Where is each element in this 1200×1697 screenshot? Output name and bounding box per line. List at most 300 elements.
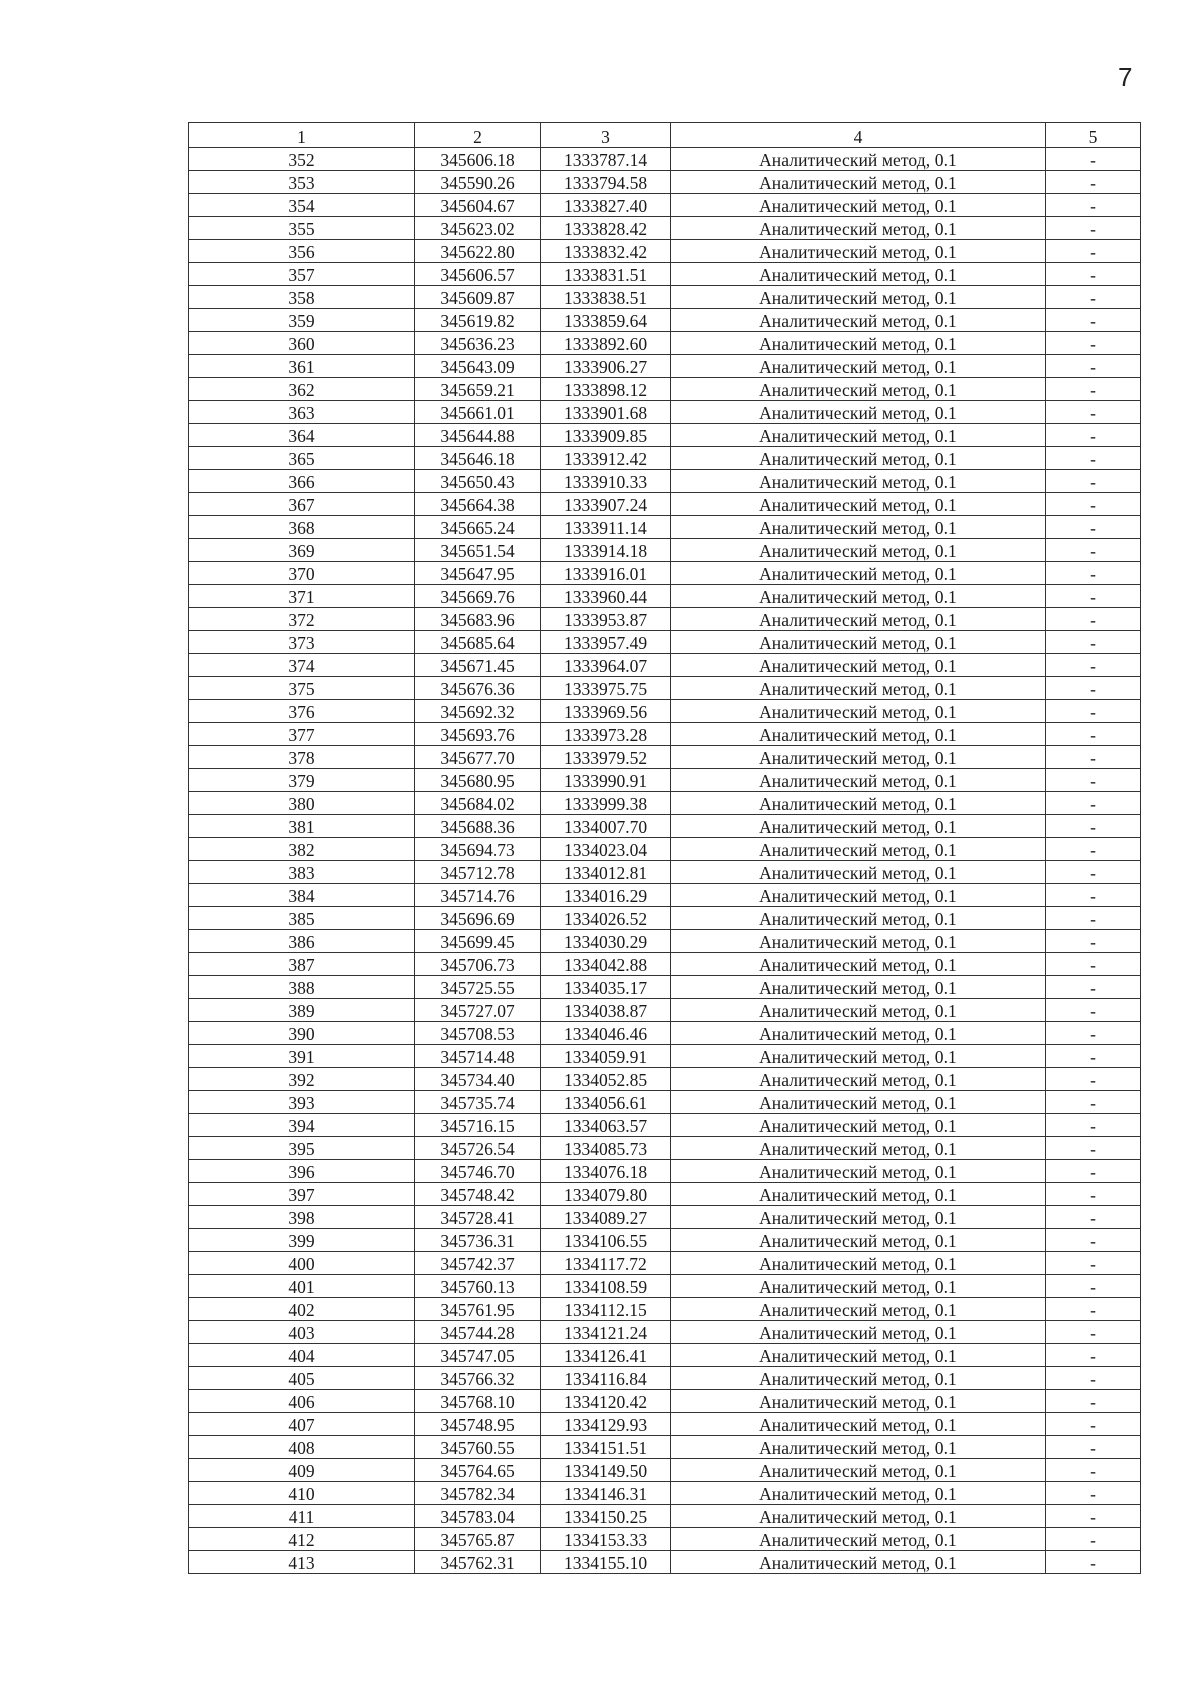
table-row	[189, 378, 1141, 401]
note-cell: -	[1046, 1137, 1141, 1160]
method-cell: Аналитический метод, 0.1	[671, 769, 1046, 792]
table-row	[189, 194, 1141, 217]
note-cell: -	[1046, 1206, 1141, 1229]
table-row	[189, 1528, 1141, 1551]
y-coordinate-cell: 1334052.85	[541, 1068, 671, 1091]
note-cell: -	[1046, 608, 1141, 631]
note-cell: -	[1046, 746, 1141, 769]
note-cell: -	[1046, 1022, 1141, 1045]
table-row	[189, 861, 1141, 884]
point-number-cell: 363	[189, 401, 415, 424]
y-coordinate-cell: 1334023.04	[541, 838, 671, 861]
point-number-cell: 374	[189, 654, 415, 677]
point-number-cell: 357	[189, 263, 415, 286]
note-cell: -	[1046, 194, 1141, 217]
point-number-cell: 392	[189, 1068, 415, 1091]
table-row	[189, 1068, 1141, 1091]
y-coordinate-cell: 1333838.51	[541, 286, 671, 309]
method-cell: Аналитический метод, 0.1	[671, 309, 1046, 332]
point-number-cell: 402	[189, 1298, 415, 1321]
table-row	[189, 286, 1141, 309]
method-cell: Аналитический метод, 0.1	[671, 240, 1046, 263]
note-cell: -	[1046, 217, 1141, 240]
page-number: 7	[1118, 62, 1133, 92]
method-cell: Аналитический метод, 0.1	[671, 723, 1046, 746]
note-cell: -	[1046, 769, 1141, 792]
y-coordinate-cell: 1334149.50	[541, 1459, 671, 1482]
y-coordinate-cell: 1334079.80	[541, 1183, 671, 1206]
y-coordinate-cell: 1333957.49	[541, 631, 671, 654]
point-number-cell: 355	[189, 217, 415, 240]
x-coordinate-cell: 345685.64	[415, 631, 541, 654]
y-coordinate-cell: 1334046.46	[541, 1022, 671, 1045]
table-row	[189, 930, 1141, 953]
note-cell: -	[1046, 171, 1141, 194]
x-coordinate-cell: 345671.45	[415, 654, 541, 677]
method-cell: Аналитический метод, 0.1	[671, 884, 1046, 907]
x-coordinate-cell: 345706.73	[415, 953, 541, 976]
table-row	[189, 723, 1141, 746]
method-cell: Аналитический метод, 0.1	[671, 447, 1046, 470]
x-coordinate-cell: 345748.42	[415, 1183, 541, 1206]
note-cell: -	[1046, 1459, 1141, 1482]
method-cell: Аналитический метод, 0.1	[671, 194, 1046, 217]
method-cell: Аналитический метод, 0.1	[671, 1344, 1046, 1367]
table-row	[189, 401, 1141, 424]
y-coordinate-cell: 1334153.33	[541, 1528, 671, 1551]
table-row	[189, 539, 1141, 562]
y-coordinate-cell: 1333828.42	[541, 217, 671, 240]
method-cell: Аналитический метод, 0.1	[671, 1275, 1046, 1298]
point-number-cell: 388	[189, 976, 415, 999]
table-row	[189, 585, 1141, 608]
y-coordinate-cell: 1334012.81	[541, 861, 671, 884]
table-row	[189, 148, 1141, 171]
table-row	[189, 470, 1141, 493]
x-coordinate-cell: 345644.88	[415, 424, 541, 447]
note-cell: -	[1046, 355, 1141, 378]
x-coordinate-cell: 345714.76	[415, 884, 541, 907]
note-cell: -	[1046, 1091, 1141, 1114]
note-cell: -	[1046, 424, 1141, 447]
note-cell: -	[1046, 700, 1141, 723]
note-cell: -	[1046, 562, 1141, 585]
y-coordinate-cell: 1334059.91	[541, 1045, 671, 1068]
y-coordinate-cell: 1334129.93	[541, 1413, 671, 1436]
note-cell: -	[1046, 1321, 1141, 1344]
method-cell: Аналитический метод, 0.1	[671, 332, 1046, 355]
x-coordinate-cell: 345619.82	[415, 309, 541, 332]
point-number-cell: 393	[189, 1091, 415, 1114]
x-coordinate-cell: 345714.48	[415, 1045, 541, 1068]
point-number-cell: 406	[189, 1390, 415, 1413]
y-coordinate-cell: 1334030.29	[541, 930, 671, 953]
point-number-cell: 369	[189, 539, 415, 562]
method-cell: Аналитический метод, 0.1	[671, 631, 1046, 654]
method-cell: Аналитический метод, 0.1	[671, 930, 1046, 953]
x-coordinate-cell: 345727.07	[415, 999, 541, 1022]
point-number-cell: 404	[189, 1344, 415, 1367]
y-coordinate-cell: 1333906.27	[541, 355, 671, 378]
method-cell: Аналитический метод, 0.1	[671, 585, 1046, 608]
table-row	[189, 907, 1141, 930]
column-header-4: 4	[671, 123, 1046, 148]
x-coordinate-cell: 345735.74	[415, 1091, 541, 1114]
x-coordinate-cell: 345680.95	[415, 769, 541, 792]
y-coordinate-cell: 1334108.59	[541, 1275, 671, 1298]
note-cell: -	[1046, 723, 1141, 746]
point-number-cell: 405	[189, 1367, 415, 1390]
point-number-cell: 377	[189, 723, 415, 746]
x-coordinate-cell: 345609.87	[415, 286, 541, 309]
note-cell: -	[1046, 884, 1141, 907]
table-row	[189, 700, 1141, 723]
note-cell: -	[1046, 1183, 1141, 1206]
point-number-cell: 361	[189, 355, 415, 378]
y-coordinate-cell: 1334151.51	[541, 1436, 671, 1459]
note-cell: -	[1046, 1390, 1141, 1413]
table-row	[189, 562, 1141, 585]
x-coordinate-cell: 345683.96	[415, 608, 541, 631]
coordinates-table	[188, 122, 1141, 1574]
note-cell: -	[1046, 1482, 1141, 1505]
table-row	[189, 631, 1141, 654]
table-row	[189, 769, 1141, 792]
x-coordinate-cell: 345736.31	[415, 1229, 541, 1252]
point-number-cell: 364	[189, 424, 415, 447]
note-cell: -	[1046, 953, 1141, 976]
y-coordinate-cell: 1333909.85	[541, 424, 671, 447]
point-number-cell: 379	[189, 769, 415, 792]
y-coordinate-cell: 1333892.60	[541, 332, 671, 355]
method-cell: Аналитический метод, 0.1	[671, 562, 1046, 585]
point-number-cell: 354	[189, 194, 415, 217]
method-cell: Аналитический метод, 0.1	[671, 1160, 1046, 1183]
method-cell: Аналитический метод, 0.1	[671, 677, 1046, 700]
y-coordinate-cell: 1334155.10	[541, 1551, 671, 1574]
x-coordinate-cell: 345661.01	[415, 401, 541, 424]
y-coordinate-cell: 1334076.18	[541, 1160, 671, 1183]
note-cell: -	[1046, 677, 1141, 700]
point-number-cell: 391	[189, 1045, 415, 1068]
method-cell: Аналитический метод, 0.1	[671, 1413, 1046, 1436]
x-coordinate-cell: 345676.36	[415, 677, 541, 700]
table-row	[189, 746, 1141, 769]
x-coordinate-cell: 345623.02	[415, 217, 541, 240]
point-number-cell: 408	[189, 1436, 415, 1459]
y-coordinate-cell: 1333787.14	[541, 148, 671, 171]
x-coordinate-cell: 345684.02	[415, 792, 541, 815]
point-number-cell: 397	[189, 1183, 415, 1206]
note-cell: -	[1046, 1436, 1141, 1459]
x-coordinate-cell: 345768.10	[415, 1390, 541, 1413]
method-cell: Аналитический метод, 0.1	[671, 1206, 1046, 1229]
method-cell: Аналитический метод, 0.1	[671, 608, 1046, 631]
method-cell: Аналитический метод, 0.1	[671, 1229, 1046, 1252]
y-coordinate-cell: 1333953.87	[541, 608, 671, 631]
note-cell: -	[1046, 792, 1141, 815]
point-number-cell: 366	[189, 470, 415, 493]
point-number-cell: 368	[189, 516, 415, 539]
method-cell: Аналитический метод, 0.1	[671, 1528, 1046, 1551]
table-row	[189, 493, 1141, 516]
note-cell: -	[1046, 1229, 1141, 1252]
y-coordinate-cell: 1334038.87	[541, 999, 671, 1022]
point-number-cell: 353	[189, 171, 415, 194]
note-cell: -	[1046, 1528, 1141, 1551]
table-row	[189, 976, 1141, 999]
point-number-cell: 381	[189, 815, 415, 838]
table-row	[189, 884, 1141, 907]
x-coordinate-cell: 345766.32	[415, 1367, 541, 1390]
table-row	[189, 1482, 1141, 1505]
note-cell: -	[1046, 148, 1141, 171]
y-coordinate-cell: 1333910.33	[541, 470, 671, 493]
y-coordinate-cell: 1333901.68	[541, 401, 671, 424]
note-cell: -	[1046, 1551, 1141, 1574]
table-row	[189, 1298, 1141, 1321]
method-cell: Аналитический метод, 0.1	[671, 700, 1046, 723]
method-cell: Аналитический метод, 0.1	[671, 539, 1046, 562]
y-coordinate-cell: 1333979.52	[541, 746, 671, 769]
method-cell: Аналитический метод, 0.1	[671, 148, 1046, 171]
point-number-cell: 389	[189, 999, 415, 1022]
point-number-cell: 401	[189, 1275, 415, 1298]
table-row	[189, 1344, 1141, 1367]
method-cell: Аналитический метод, 0.1	[671, 378, 1046, 401]
point-number-cell: 403	[189, 1321, 415, 1344]
table-row	[189, 654, 1141, 677]
y-coordinate-cell: 1333990.91	[541, 769, 671, 792]
y-coordinate-cell: 1334085.73	[541, 1137, 671, 1160]
x-coordinate-cell: 345748.95	[415, 1413, 541, 1436]
y-coordinate-cell: 1334106.55	[541, 1229, 671, 1252]
table-row	[189, 1206, 1141, 1229]
point-number-cell: 413	[189, 1551, 415, 1574]
table-row	[189, 447, 1141, 470]
method-cell: Аналитический метод, 0.1	[671, 654, 1046, 677]
note-cell: -	[1046, 838, 1141, 861]
note-cell: -	[1046, 447, 1141, 470]
column-header-2: 2	[415, 123, 541, 148]
x-coordinate-cell: 345606.57	[415, 263, 541, 286]
y-coordinate-cell: 1333999.38	[541, 792, 671, 815]
x-coordinate-cell: 345647.95	[415, 562, 541, 585]
y-coordinate-cell: 1333907.24	[541, 493, 671, 516]
x-coordinate-cell: 345622.80	[415, 240, 541, 263]
table-row	[189, 309, 1141, 332]
note-cell: -	[1046, 286, 1141, 309]
x-coordinate-cell: 345764.65	[415, 1459, 541, 1482]
x-coordinate-cell: 345696.69	[415, 907, 541, 930]
point-number-cell: 407	[189, 1413, 415, 1436]
method-cell: Аналитический метод, 0.1	[671, 1252, 1046, 1275]
y-coordinate-cell: 1333964.07	[541, 654, 671, 677]
table-row	[189, 1183, 1141, 1206]
point-number-cell: 384	[189, 884, 415, 907]
method-cell: Аналитический метод, 0.1	[671, 1505, 1046, 1528]
note-cell: -	[1046, 1045, 1141, 1068]
table-row	[189, 1436, 1141, 1459]
method-cell: Аналитический метод, 0.1	[671, 1022, 1046, 1045]
column-header-1: 1	[189, 123, 415, 148]
y-coordinate-cell: 1334035.17	[541, 976, 671, 999]
point-number-cell: 410	[189, 1482, 415, 1505]
point-number-cell: 376	[189, 700, 415, 723]
y-coordinate-cell: 1333827.40	[541, 194, 671, 217]
y-coordinate-cell: 1334150.25	[541, 1505, 671, 1528]
point-number-cell: 367	[189, 493, 415, 516]
table-row	[189, 171, 1141, 194]
note-cell: -	[1046, 378, 1141, 401]
table-row	[189, 1413, 1141, 1436]
point-number-cell: 390	[189, 1022, 415, 1045]
method-cell: Аналитический метод, 0.1	[671, 401, 1046, 424]
x-coordinate-cell: 345744.28	[415, 1321, 541, 1344]
y-coordinate-cell: 1334016.29	[541, 884, 671, 907]
note-cell: -	[1046, 309, 1141, 332]
table-row	[189, 1321, 1141, 1344]
x-coordinate-cell: 345783.04	[415, 1505, 541, 1528]
x-coordinate-cell: 345604.67	[415, 194, 541, 217]
x-coordinate-cell: 345761.95	[415, 1298, 541, 1321]
note-cell: -	[1046, 815, 1141, 838]
note-cell: -	[1046, 585, 1141, 608]
table-row	[189, 424, 1141, 447]
note-cell: -	[1046, 470, 1141, 493]
point-number-cell: 400	[189, 1252, 415, 1275]
note-cell: -	[1046, 1252, 1141, 1275]
note-cell: -	[1046, 654, 1141, 677]
method-cell: Аналитический метод, 0.1	[671, 424, 1046, 447]
y-coordinate-cell: 1333916.01	[541, 562, 671, 585]
y-coordinate-cell: 1333960.44	[541, 585, 671, 608]
method-cell: Аналитический метод, 0.1	[671, 1137, 1046, 1160]
y-coordinate-cell: 1333914.18	[541, 539, 671, 562]
point-number-cell: 365	[189, 447, 415, 470]
y-coordinate-cell: 1334063.57	[541, 1114, 671, 1137]
point-number-cell: 386	[189, 930, 415, 953]
x-coordinate-cell: 345712.78	[415, 861, 541, 884]
note-cell: -	[1046, 631, 1141, 654]
point-number-cell: 371	[189, 585, 415, 608]
x-coordinate-cell: 345742.37	[415, 1252, 541, 1275]
x-coordinate-cell: 345694.73	[415, 838, 541, 861]
note-cell: -	[1046, 539, 1141, 562]
note-cell: -	[1046, 401, 1141, 424]
method-cell: Аналитический метод, 0.1	[671, 1321, 1046, 1344]
y-coordinate-cell: 1334117.72	[541, 1252, 671, 1275]
note-cell: -	[1046, 861, 1141, 884]
note-cell: -	[1046, 263, 1141, 286]
point-number-cell: 412	[189, 1528, 415, 1551]
x-coordinate-cell: 345760.55	[415, 1436, 541, 1459]
method-cell: Аналитический метод, 0.1	[671, 171, 1046, 194]
point-number-cell: 370	[189, 562, 415, 585]
method-cell: Аналитический метод, 0.1	[671, 470, 1046, 493]
table-row	[189, 1551, 1141, 1574]
method-cell: Аналитический метод, 0.1	[671, 907, 1046, 930]
table-body	[189, 148, 1141, 1574]
note-cell: -	[1046, 1367, 1141, 1390]
x-coordinate-cell: 345590.26	[415, 171, 541, 194]
x-coordinate-cell: 345650.43	[415, 470, 541, 493]
method-cell: Аналитический метод, 0.1	[671, 355, 1046, 378]
point-number-cell: 359	[189, 309, 415, 332]
table-row	[189, 240, 1141, 263]
note-cell: -	[1046, 907, 1141, 930]
table-row	[189, 355, 1141, 378]
method-cell: Аналитический метод, 0.1	[671, 1091, 1046, 1114]
y-coordinate-cell: 1333859.64	[541, 309, 671, 332]
x-coordinate-cell: 345699.45	[415, 930, 541, 953]
method-cell: Аналитический метод, 0.1	[671, 838, 1046, 861]
point-number-cell: 385	[189, 907, 415, 930]
point-number-cell: 399	[189, 1229, 415, 1252]
point-number-cell: 396	[189, 1160, 415, 1183]
point-number-cell: 372	[189, 608, 415, 631]
y-coordinate-cell: 1334126.41	[541, 1344, 671, 1367]
method-cell: Аналитический метод, 0.1	[671, 493, 1046, 516]
y-coordinate-cell: 1334007.70	[541, 815, 671, 838]
note-cell: -	[1046, 976, 1141, 999]
x-coordinate-cell: 345726.54	[415, 1137, 541, 1160]
note-cell: -	[1046, 240, 1141, 263]
method-cell: Аналитический метод, 0.1	[671, 286, 1046, 309]
table-row	[189, 217, 1141, 240]
point-number-cell: 352	[189, 148, 415, 171]
table-row	[189, 1390, 1141, 1413]
y-coordinate-cell: 1333898.12	[541, 378, 671, 401]
note-cell: -	[1046, 516, 1141, 539]
table-row	[189, 1275, 1141, 1298]
method-cell: Аналитический метод, 0.1	[671, 861, 1046, 884]
y-coordinate-cell: 1333912.42	[541, 447, 671, 470]
x-coordinate-cell: 345664.38	[415, 493, 541, 516]
x-coordinate-cell: 345643.09	[415, 355, 541, 378]
method-cell: Аналитический метод, 0.1	[671, 953, 1046, 976]
point-number-cell: 362	[189, 378, 415, 401]
x-coordinate-cell: 345677.70	[415, 746, 541, 769]
note-cell: -	[1046, 1114, 1141, 1137]
x-coordinate-cell: 345659.21	[415, 378, 541, 401]
method-cell: Аналитический метод, 0.1	[671, 1367, 1046, 1390]
point-number-cell: 360	[189, 332, 415, 355]
point-number-cell: 409	[189, 1459, 415, 1482]
point-number-cell: 383	[189, 861, 415, 884]
method-cell: Аналитический метод, 0.1	[671, 1390, 1046, 1413]
x-coordinate-cell: 345762.31	[415, 1551, 541, 1574]
point-number-cell: 358	[189, 286, 415, 309]
table-header-row	[189, 123, 1141, 148]
y-coordinate-cell: 1334056.61	[541, 1091, 671, 1114]
table-row	[189, 1091, 1141, 1114]
point-number-cell: 411	[189, 1505, 415, 1528]
method-cell: Аналитический метод, 0.1	[671, 1183, 1046, 1206]
note-cell: -	[1046, 999, 1141, 1022]
note-cell: -	[1046, 1344, 1141, 1367]
method-cell: Аналитический метод, 0.1	[671, 1068, 1046, 1091]
x-coordinate-cell: 345734.40	[415, 1068, 541, 1091]
table-row	[189, 608, 1141, 631]
x-coordinate-cell: 345760.13	[415, 1275, 541, 1298]
note-cell: -	[1046, 493, 1141, 516]
y-coordinate-cell: 1333831.51	[541, 263, 671, 286]
method-cell: Аналитический метод, 0.1	[671, 999, 1046, 1022]
table-row	[189, 838, 1141, 861]
x-coordinate-cell: 345728.41	[415, 1206, 541, 1229]
table-row	[189, 953, 1141, 976]
